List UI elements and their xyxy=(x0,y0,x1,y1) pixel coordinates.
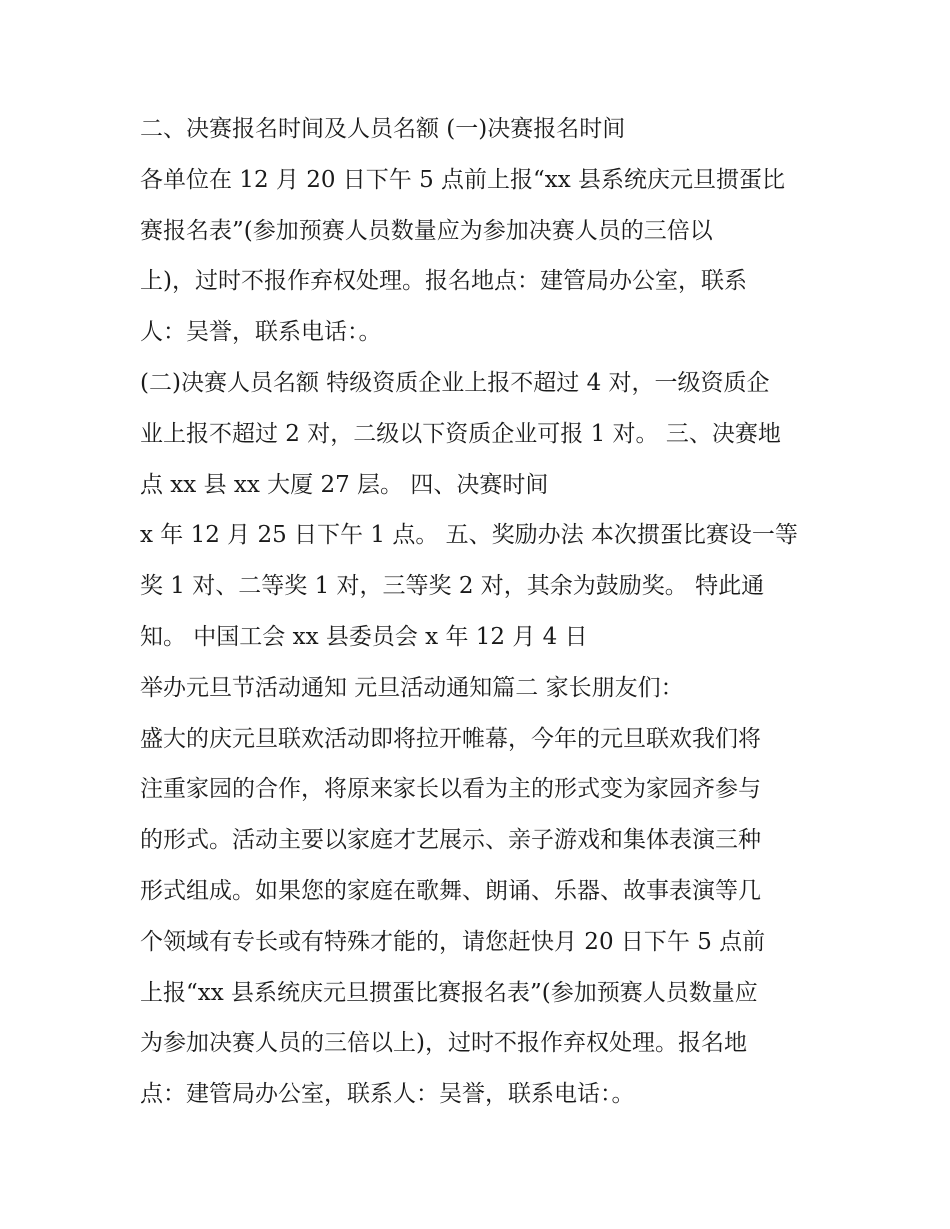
text-line: 上)，过时不报作弃权处理。报名地点：建管局办公室，联系 xyxy=(140,268,747,295)
text-line: 奖 1 对、二等奖 1 对，三等奖 2 对，其余为鼓励奖。 特此通 xyxy=(140,573,765,600)
text-line: 点 xx 县 xx 大厦 27 层。 四、决赛时间 xyxy=(140,471,549,498)
text-line: 注重家园的合作，将原来家长以看为主的形式变为家园齐参与 xyxy=(140,776,761,803)
text-line: 盛大的庆元旦联欢活动即将拉开帷幕，今年的元旦联欢我们将 xyxy=(140,725,761,752)
text-line: 二、决赛报名时间及人员名额 (一)决赛报名时间 xyxy=(140,116,626,142)
text-line: 形式组成。如果您的家庭在歌舞、朗诵、乐器、故事表演等几 xyxy=(140,877,761,904)
text-line: x 年 12 月 25 日下午 1 点。 五、奖励办法 本次掼蛋比赛设一等 xyxy=(140,522,798,549)
text-line: 各单位在 12 月 20 日下午 5 点前上报“xx 县系统庆元旦掼蛋比 xyxy=(140,166,786,193)
text-line: 人：吴誉，联系电话：。 xyxy=(140,319,382,346)
document-body xyxy=(140,104,830,1120)
text-line: 举办元旦节活动通知 元旦活动通知篇二 家长朋友们： xyxy=(140,674,684,701)
text-line: 为参加决赛人员的三倍以上)，过时不报作弃权处理。报名地 xyxy=(140,1030,747,1057)
text-line: 知。 中国工会 xx 县委员会 x 年 12 月 4 日 xyxy=(140,623,588,650)
text-line: 上报“xx 县系统庆元旦掼蛋比赛报名表”(参加预赛人员数量应 xyxy=(140,979,758,1006)
text-line: 的形式。活动主要以家庭才艺展示、亲子游戏和集体表演三种 xyxy=(140,827,761,854)
text-line: 赛报名表”(参加预赛人员数量应为参加决赛人员的三倍以 xyxy=(140,217,713,244)
text-line: 点：建管局办公室，联系人：吴誉，联系电话：。 xyxy=(140,1081,635,1108)
text-line: (二)决赛人员名额 特级资质企业上报不超过 4 对，一级资质企 xyxy=(140,369,770,396)
text-line: 业上报不超过 2 对，二级以下资质企业可报 1 对。 三、决赛地 xyxy=(140,420,781,447)
text-line: 个领域有专长或有特殊才能的，请您赶快月 20 日下午 5 点前 xyxy=(140,928,766,955)
